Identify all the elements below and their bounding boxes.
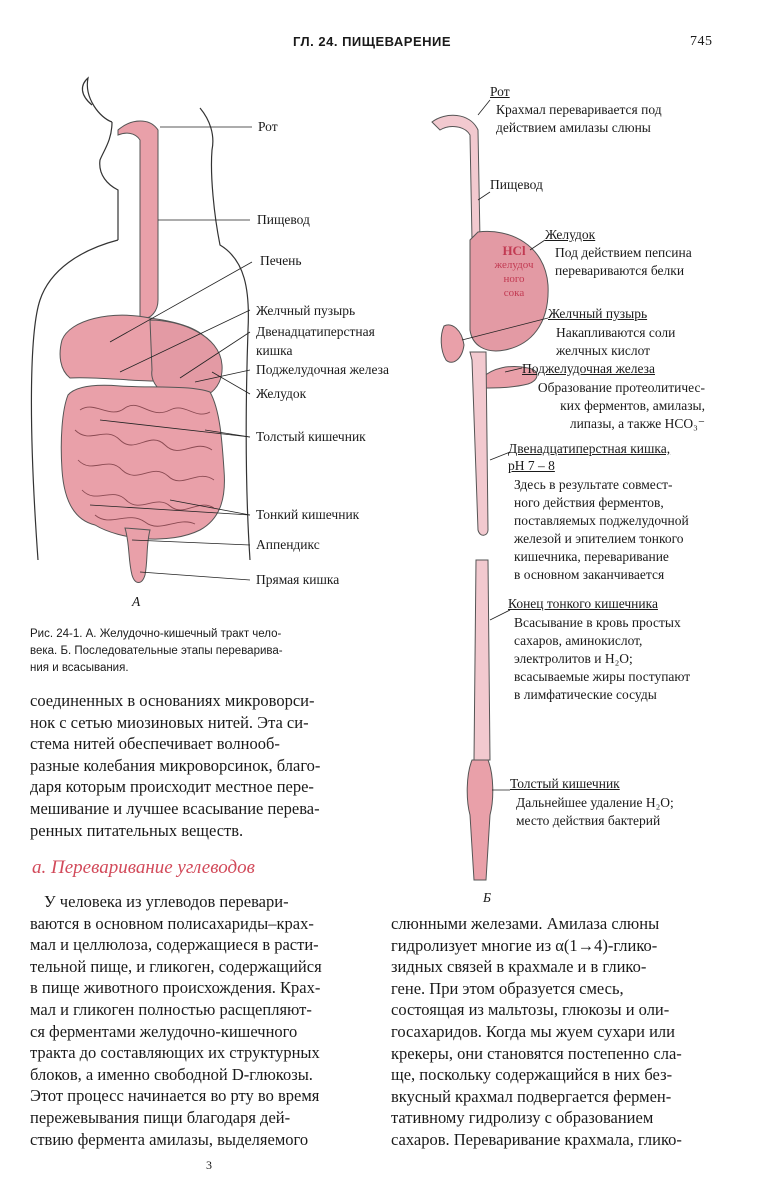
b-title-gallbladder: Желчный пузырь xyxy=(548,306,648,321)
b-desc-mouth xyxy=(496,101,662,137)
text-line: тельной пище, и гликоген, содержащийся xyxy=(30,956,322,976)
section-heading: а. Переваривание углеводов xyxy=(32,857,255,878)
text-line: госахаридов. Когда мы жуем сухари или xyxy=(391,1021,675,1041)
b-desc-line: всасываемые жиры поступают xyxy=(514,669,691,684)
text-line: слюнными железами. Амилаза слюны xyxy=(391,914,660,933)
label-gallbladder: Желчный пузырь xyxy=(256,303,356,318)
b-desc-line: место действия бактерий xyxy=(516,813,661,828)
b-desc-line: электролитов и Н₂О; xyxy=(514,651,633,666)
label-duodenum-1: Двенадцатиперстная xyxy=(256,324,375,339)
b-desc-line: в лимфатические сосуды xyxy=(514,687,657,702)
text-line: тракта до составляющих их структурных xyxy=(30,1043,320,1063)
b-desc-line: Под действием пепсина xyxy=(555,245,692,260)
chapter-title: ГЛ. 24. ПИЩЕВАРЕНИЕ xyxy=(293,34,452,49)
text-line: зидных связей в крахмале и в глико- xyxy=(391,957,647,977)
b-desc-line: кишечника, переваривание xyxy=(514,549,669,564)
label-liver: Печень xyxy=(260,253,302,268)
text-line: гене. При этом образуется смесь, xyxy=(391,978,624,998)
rectum-shape xyxy=(125,528,150,583)
b-title-duodenum: Двенадцатиперстная кишка, xyxy=(508,441,671,456)
b-title-mouth: Рот xyxy=(490,84,510,99)
b-desc-line: липазы, а также НСО₃⁻ xyxy=(569,416,705,431)
b-desc-pancreas xyxy=(520,379,705,433)
figure-a-letter: А xyxy=(132,594,141,609)
b-desc-line: в основном заканчивается xyxy=(514,567,665,582)
b-desc-line: желчных кислот xyxy=(556,343,651,358)
text-line: У человека из углеводов перевари- xyxy=(44,892,289,911)
label-mouth: Рот xyxy=(258,119,278,134)
b-desc-line: Всасывание в кровь простых xyxy=(514,615,681,630)
b-desc-line: Здесь в результате совмест- xyxy=(514,477,673,492)
text-line: ренных питательных веществ. xyxy=(30,820,244,840)
page-number: 745 xyxy=(690,34,713,49)
b-title-duodenum-ph: pH 7 – 8 xyxy=(508,458,555,473)
b-desc-line: перевариваются белки xyxy=(555,263,685,278)
stomach-inner-line: желудоч xyxy=(494,259,534,271)
stomach-inner-label xyxy=(486,244,542,300)
text-line: крекеры, они становятся постепенно сла- xyxy=(391,1043,682,1063)
text-line: соединенных в основаниях микроворси- xyxy=(30,691,315,710)
stomach-inner-line: ного xyxy=(503,273,525,285)
text-line: мал и гликоген полностью расщепляют- xyxy=(30,999,312,1019)
b-desc-gallbladder xyxy=(556,324,675,360)
label-pancreas: Поджелудочная железа xyxy=(256,362,389,377)
text-line: нок с сетью миозиновых нитей. Эта си- xyxy=(30,712,309,732)
figure-b-gallbladder xyxy=(441,325,464,362)
text-line: гидролизует многие из α(1→4)-глико- xyxy=(391,935,658,955)
b-desc-line: ного действия ферментов, xyxy=(514,495,664,510)
b-desc-line: железой и эпителием тонкого xyxy=(514,531,684,546)
caption-line: ния и всасывания. xyxy=(30,662,129,674)
b-desc-line: Образование протеолитичес- xyxy=(537,380,705,395)
stomach-inner-line: сока xyxy=(503,287,525,299)
b-title-pancreas: Поджелудочная железа xyxy=(522,361,655,376)
b-desc-line: Накапливаются соли xyxy=(556,325,676,340)
label-small-intestine: Тонкий кишечник xyxy=(256,507,360,522)
b-desc-small-intestine-end xyxy=(514,614,690,704)
text-line: вкусный крахмал подвергается фермен- xyxy=(391,1086,672,1106)
label-stomach: Желудок xyxy=(256,386,307,401)
b-title-large-intestine: Толстый кишечник xyxy=(510,776,620,791)
right-column-paragraph xyxy=(391,913,725,1151)
left-paragraph xyxy=(30,690,365,841)
label-large-intestine: Толстый кишечник xyxy=(256,429,366,444)
label-rectum: Прямая кишка xyxy=(256,572,340,587)
label-esophagus: Пищевод xyxy=(257,212,310,227)
text-line: пережевывания пищи благодаря дей- xyxy=(30,1107,291,1127)
b-desc-duodenum xyxy=(514,476,689,584)
b-desc-large-intestine xyxy=(516,794,674,830)
b-desc-line: поставляемых поджелудочной xyxy=(514,513,689,528)
text-line: даря которым происходит местное пере- xyxy=(30,777,314,797)
b-desc-stomach xyxy=(555,244,692,280)
caption-line: века. Б. Последовательные этапы переварива- xyxy=(30,645,283,657)
figure-b-small-intestine xyxy=(474,560,490,760)
text-line: ся ферментами желудочно-кишечного xyxy=(30,1021,298,1041)
text-line: Этот процесс начинается во рту во время xyxy=(30,1086,320,1106)
text-line: мал и целлюлоза, содержащиеся в расти- xyxy=(30,935,319,955)
text-line: мешивание и лучшее всасывание перева- xyxy=(30,798,320,818)
b-title-small-intestine-end: Конец тонкого кишечника xyxy=(508,596,658,611)
figure-b-esophagus xyxy=(432,115,480,240)
b-desc-line: действием амилазы слюны xyxy=(496,120,651,135)
esophagus-shape xyxy=(118,121,158,318)
figure-b-letter: Б xyxy=(483,890,491,905)
caption-line: Рис. 24-1. А. Желудочно-кишечный тракт чело- xyxy=(30,628,282,640)
b-title-esophagus: Пищевод xyxy=(490,177,543,192)
b-desc-line: Крахмал переваривается под xyxy=(496,102,662,117)
text-line: разные колебания микроворсинок, благо- xyxy=(30,755,321,775)
text-line: стема нитей обеспечивает волнооб- xyxy=(30,734,280,754)
footer-mark: 3 xyxy=(206,1158,212,1172)
text-line: ствию фермента амилазы, выделяемого xyxy=(30,1129,309,1149)
text-line: ваются в основном полисахариды–крах- xyxy=(30,913,314,933)
text-line: состоящая из мальтозы, глюкозы и оли- xyxy=(391,1000,670,1020)
text-line: блоков, а именно свободной D-глюкозы. xyxy=(30,1064,313,1084)
figure-b-large-intestine xyxy=(467,760,493,880)
text-line: ще, поскольку содержащийся в них без- xyxy=(391,1065,673,1085)
b-title-stomach: Желудок xyxy=(545,227,596,242)
b-desc-line: ких ферментов, амилазы, xyxy=(560,398,705,413)
label-appendix: Аппендикс xyxy=(256,537,320,552)
text-line: тативному гидролизу с образованием xyxy=(391,1108,654,1128)
b-desc-line: Дальнейшее удаление Н₂О; xyxy=(516,795,674,810)
text-line: в пище животного происхождения. Крах- xyxy=(30,978,321,998)
label-duodenum-2: кишка xyxy=(256,343,293,358)
intestines-shape xyxy=(61,385,224,539)
left-column-paragraph xyxy=(30,891,365,1150)
text-line: сахаров. Переваривание крахмала, глико- xyxy=(391,1129,682,1149)
stomach-inner-line: HCl xyxy=(502,243,526,258)
figure-caption xyxy=(30,626,350,677)
b-desc-line: сахаров, аминокислот, xyxy=(514,633,643,648)
figure-b-duodenum xyxy=(470,352,488,535)
